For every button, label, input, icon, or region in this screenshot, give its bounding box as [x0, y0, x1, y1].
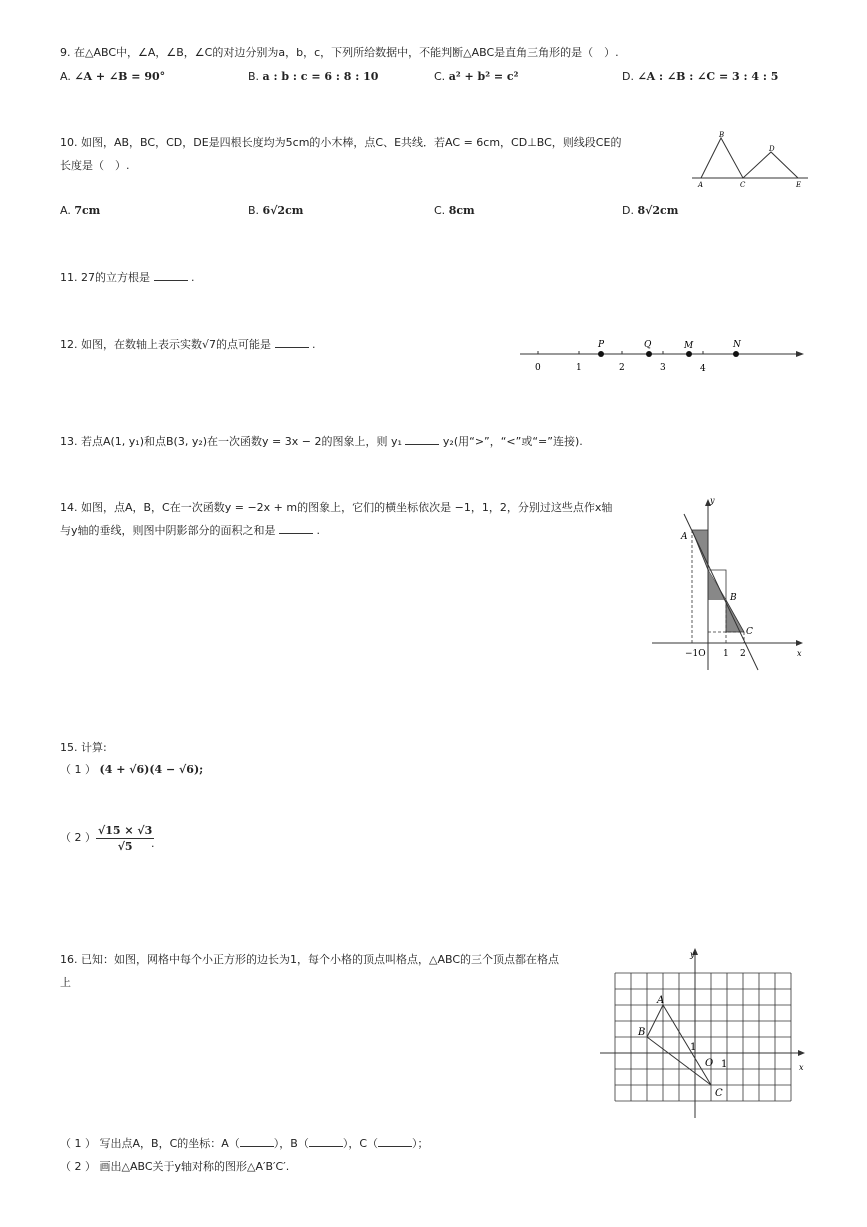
option-text: 7cm [74, 204, 101, 217]
part-number: （ 2 ） [60, 1160, 96, 1173]
q10-figure [688, 128, 810, 192]
label-m: M [684, 341, 694, 351]
point-p [598, 351, 604, 357]
label-x-axis: x [799, 1063, 804, 1072]
answer-blank[interactable] [405, 434, 439, 445]
q16-stem-line2: 上 [60, 976, 71, 989]
label-b: B [730, 593, 737, 603]
tick-0: 0 [535, 363, 541, 373]
q16-part2-text: 画出△ABC关于y轴对称的图形△A′B′C′. [99, 1160, 290, 1173]
label-a: A [698, 181, 704, 189]
label-tick-1: 1 [723, 649, 729, 659]
q16-part1-text-a: 写出点A，B，C的坐标：A（ [99, 1137, 240, 1150]
fraction-numerator: √15 × √3 [98, 824, 153, 837]
q13-stem-b: y₂(用“>”，“<”或“=”连接). [442, 435, 583, 448]
answer-blank-c[interactable] [378, 1136, 412, 1147]
shaded-triangle-c [726, 600, 744, 632]
answer-blank-a[interactable] [240, 1136, 274, 1147]
q9-option-a[interactable] [60, 69, 165, 85]
option-letter: C. [434, 70, 446, 83]
q10-option-c[interactable] [434, 203, 475, 219]
point-q [646, 351, 652, 357]
label-p: P [598, 340, 605, 350]
option-text: ∠A : ∠B : ∠C = 3 : 4 : 5 [637, 70, 779, 83]
option-letter: B. [248, 204, 260, 217]
point-m [686, 351, 692, 357]
tick-3: 3 [660, 363, 666, 373]
label-x-axis: x [797, 649, 802, 658]
q11-stem: 11. 27的立方根是 [60, 271, 150, 284]
label-a: A [681, 532, 688, 542]
option-text: a² + b² = c² [448, 70, 519, 83]
q9-option-c[interactable] [434, 69, 518, 85]
part-number: （ 1 ） [60, 763, 96, 776]
option-letter: A. [60, 70, 71, 83]
point-n [733, 351, 739, 357]
q16-part2 [60, 1159, 289, 1175]
option-letter: D. [622, 204, 634, 217]
part-number: （ 1 ） [60, 1137, 96, 1150]
label-origin: O [705, 1058, 714, 1069]
tick-1: 1 [576, 363, 582, 373]
q13-stem-a: 13. 若点A(1, y₁)和点B(3, y₂)在一次函数y = 3x − 2的图象上，则 y₁ [60, 435, 402, 448]
q10-stem-line1: 10. 如图，AB，BC，CD，DE是四根长度均为5cm的小木棒，点C、E共线．若AC = 6cm，CD⊥BC，则线段CE的 [60, 136, 622, 149]
q11 [60, 270, 195, 286]
q10-option-b[interactable] [248, 203, 303, 219]
q12-number-line [516, 336, 808, 376]
q16-stem-line1: 16. 已知：如图，网格中每个小正方形的边长为1，每个小格的顶点叫格点，△ABC的三个顶点都在格点 [60, 953, 560, 966]
q16-part1-text-d: ）； [412, 1137, 429, 1150]
label-y-axis: y [690, 950, 695, 959]
fraction-denominator: √5 [117, 840, 133, 853]
option-letter: C. [434, 204, 446, 217]
q14-stem-line1: 14. 如图，点A，B，C在一次函数y = −2x + m的图象上，它们的横坐标依次是 −1，1，2，分别过这些点作x轴 [60, 501, 613, 514]
label-c: C [740, 181, 746, 189]
label-y-axis: y [710, 496, 715, 505]
tick-2: 2 [619, 363, 625, 373]
q14-figure [648, 494, 808, 674]
q9-option-b[interactable] [248, 69, 378, 85]
option-text: 8√2cm [637, 204, 679, 217]
label-b: B [719, 131, 725, 139]
answer-blank[interactable] [279, 523, 313, 534]
label-d: D [769, 145, 775, 153]
q16-part1 [60, 1136, 429, 1152]
label-tick-2: 2 [740, 649, 746, 659]
q12-tail: . [312, 338, 316, 351]
label-b: B [638, 1027, 646, 1038]
label-e: E [796, 181, 802, 189]
option-letter: A. [60, 204, 71, 217]
q15-part2-tail: . [151, 837, 155, 850]
q15-part2-num: （ 2 ） [60, 831, 96, 844]
q15-title: 15. 计算: [60, 741, 107, 754]
q15-part1-expr: (4 + √6)(4 − √6); [99, 763, 204, 776]
q10-stem-line2: 长度是（ ）. [60, 159, 130, 172]
option-text: ∠A + ∠B = 90° [74, 70, 166, 83]
answer-blank[interactable] [154, 270, 188, 281]
q10-option-d[interactable] [622, 203, 678, 219]
q12-stem: 12. 如图，在数轴上表示实数√7的点可能是 [60, 338, 271, 351]
q16-part1-text-c: ），C（ [342, 1137, 379, 1150]
answer-blank-b[interactable] [309, 1136, 343, 1147]
label-a: A [657, 995, 665, 1006]
q9-option-d[interactable] [622, 69, 778, 85]
label-origin: −1O [685, 649, 706, 659]
q16-grid-figure [598, 946, 810, 1122]
q9-stem: 9. 在△ABC中，∠A，∠B，∠C的对边分别为a，b，c，下列所给数据中，不能判断△ABC是直角三角形的是（ ）. [60, 46, 619, 59]
label-n: N [733, 340, 741, 350]
q14-stem-text: 与y轴的垂线，则图中阴影部分的面积之和是 [60, 524, 276, 537]
q14-tail: . [316, 524, 321, 537]
q16-part1-text-b: ），B（ [273, 1137, 309, 1150]
q14-stem-line2 [60, 523, 320, 539]
option-text: a : b : c = 6 : 8 : 10 [262, 70, 379, 83]
q13 [60, 434, 583, 450]
option-letter: B. [248, 70, 260, 83]
label-c: C [746, 627, 753, 637]
q12 [60, 337, 316, 353]
q10-option-a[interactable] [60, 203, 100, 219]
tick-4: 4 [700, 364, 706, 374]
answer-blank[interactable] [275, 337, 309, 348]
q15-part1 [60, 762, 203, 778]
q15-part2-fraction [96, 824, 154, 853]
label-q: Q [644, 340, 652, 350]
label-c: C [715, 1088, 723, 1099]
option-text: 6√2cm [262, 204, 304, 217]
label-unit-y: 1 [690, 1042, 697, 1053]
q11-tail: . [191, 271, 195, 284]
option-letter: D. [622, 70, 634, 83]
label-unit-x: 1 [721, 1059, 728, 1070]
option-text: 8cm [448, 204, 475, 217]
